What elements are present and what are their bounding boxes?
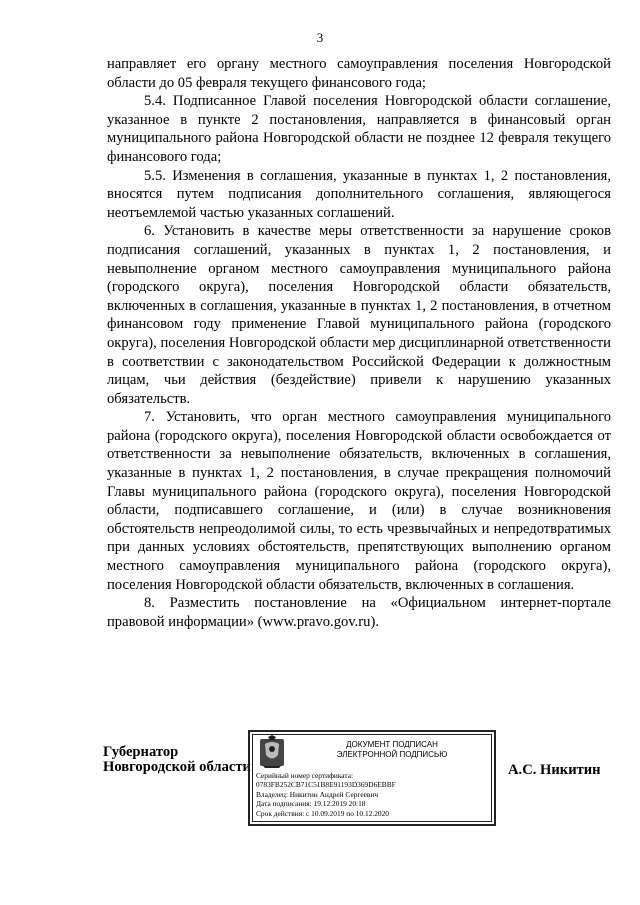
signatory-title-line1: Губернатор — [103, 744, 179, 760]
electronic-signature-stamp — [248, 730, 496, 826]
validity-period: Срок действия: с 10.09.2019 по 10.12.2020 — [256, 809, 389, 818]
certificate-label: Серийный номер сертификата: — [256, 771, 354, 780]
signing-date: Дата подписания: 19.12.2019 20:18 — [256, 799, 366, 808]
signer-name: А.С. Никитин — [508, 762, 601, 778]
certificate-owner: Владелец: Никитин Андрей Сергеевич — [256, 790, 379, 799]
paragraph-8: 8. Разместить постановление на «Официальном интернет-портале правовой информации» (www.pravo.gov.ru). — [107, 595, 611, 630]
signatory-title — [103, 745, 251, 775]
stamp-title-line2: ЭЛЕКТРОННОЙ ПОДПИСЬЮ — [336, 750, 448, 759]
stamp-title — [294, 740, 490, 760]
signatory-title-line2: Новгородской области — [103, 759, 251, 775]
paragraph-5-5: 5.5. Изменения в соглашения, указанные в пунктах 1, 2 постановления, вносятся путем подписания дополнительного соглашения, являющегося неотъемлемой частью указанных соглашений. — [107, 167, 611, 221]
page-number: 3 — [316, 30, 324, 45]
coat-of-arms-icon — [257, 735, 287, 769]
paragraph-6: 6. Установить в качестве меры ответственности за нарушение сроков подписания соглашений, указанных в пунктах 1, 2 постановления, и невыполнение органом местного самоуправления муниципального района (городского округа), поселения Новгородской области обязательств, включенных в соглашения, указанные в пунктах 1, 2 постановления, в отчетном финансовом году применение Главой муниципального района (городского округа), поселения Новгородской области мер дисциплинарной ответственности в соответствии с законодательством Российской Федерации к должностным лицам, чьи действия (бездействие) привели к нарушению указанных обязательств. — [107, 223, 611, 407]
document-body — [107, 55, 611, 631]
certificate-number: 0783FB252CB71C51B8E91193D369D6EBBF — [256, 780, 396, 789]
stamp-title-line1: ДОКУМЕНТ ПОДПИСАН — [346, 740, 438, 749]
paragraph-continuation: направляет его органу местного самоуправления поселения Новгородской области до 05 февраля текущего финансового года; — [107, 56, 611, 91]
paragraph-5-4: 5.4. Подписанное Главой поселения Новгородской области соглашение, указанное в пункте 2 постановления, направляется в финансовый орган муниципального района Новгородской области не позднее 12 февраля текущего финансового года; — [107, 93, 611, 165]
paragraph-7: 7. Установить, что орган местного самоуправления муниципального района (городского округа), поселения Новгородской области освобождается от ответственности за невыполнение обязательств, включенных в соглашения, указанные в пунктах 1, 2 постановления, в случае прекращения полномочий Главы муниципального района (городского округа), поселения Новгородской области, подписавшего соглашение, и (или) в случае возникновения обстоятельств непреодолимой силы, то есть чрезвычайных и непредотвратимых при данных условиях обстоятельств, препятствующих выполнению органом местного самоуправления муниципального района (городского округа), поселения Новгородской области обязательств, включенных в соглашения. — [107, 409, 611, 593]
